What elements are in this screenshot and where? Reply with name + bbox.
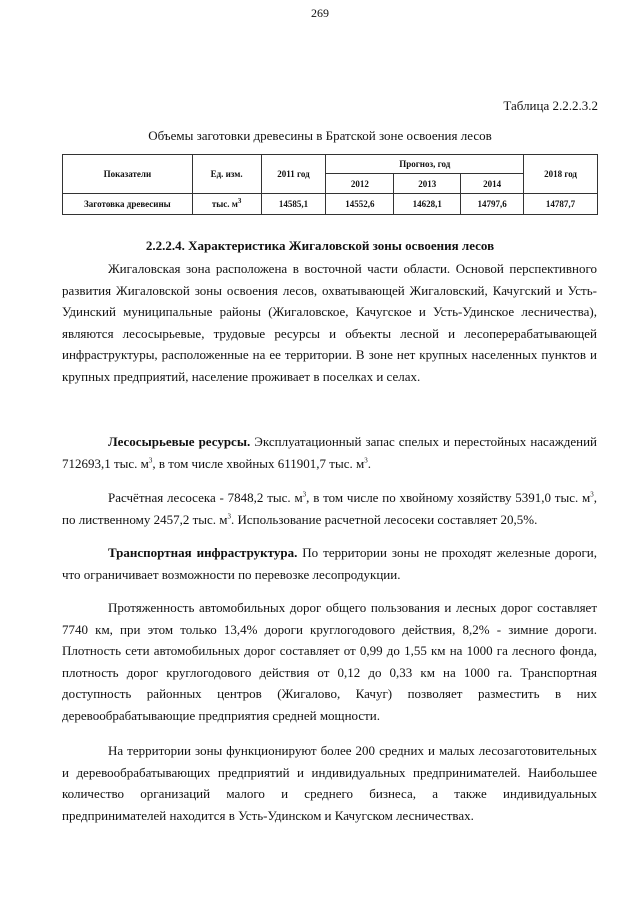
cutting-sup-1: 3 [302, 490, 307, 499]
header-2012: 2012 [326, 174, 394, 194]
cell-2011: 14585,1 [261, 194, 326, 215]
table-row [63, 194, 598, 215]
cutting-text-a: Расчётная лесосека - 7848,2 тыс. м [108, 490, 303, 505]
paragraph-roads: Протяженность автомобильных дорог общего пользования и лесных дорог составляет 7740 км, при этом только 13,4% дороги круглогодового действия, 8,2% - зимние дороги. Плотность сети автомобильных дорог составляет от 0,99 до 1,55 км на 1000 га лесного фонда, плотность дорог круглогодового действия от 0,12 до 0,33 км на 1000 га. Транспортная доступность районных центров (Жигалово, Качуг) позволяет разместить в них деревообрабатывающие предприятия средней мощности. [62, 600, 597, 723]
paragraph-cutting [62, 487, 597, 530]
table-label: Таблица 2.2.2.3.2 [503, 98, 598, 113]
harvest-table [62, 154, 598, 215]
header-2014: 2014 [461, 174, 524, 194]
resources-text-b: , в том числе хвойных 611901,7 тыс. м [152, 455, 365, 471]
paragraph-intro: Жигаловская зона расположена в восточной части области. Основой перспективного развития Жигаловской зоны освоения лесов, охватывающей Жигаловский, Качугский и Усть-Удинский муниципальные районы (Жигаловское, Качугское и Усть-Удинское лесничества), являются лесосырьевые, трудовые ресурсы и объекты лесной и лесоперерабатывающей инфраструктуры, расположенные на ее территории. В зоне нет крупных населенных пунктов и крупных предприятий, население проживает в поселках и селах. [62, 261, 597, 384]
header-2013: 2013 [394, 174, 461, 194]
cell-2012: 14552,6 [326, 194, 394, 215]
cell-unit [192, 194, 261, 215]
cutting-sup-3: 3 [227, 512, 231, 521]
cutting-text-c: , по лиственному 2457,2 тыс. м [62, 490, 597, 527]
cell-unit-sup: 3 [237, 197, 242, 205]
cell-2014: 14797,6 [461, 194, 524, 215]
resources-text-a: Эксплуатационный запас спелых и перестойных насаждений 712693,1 тыс. м [62, 434, 597, 471]
paragraph-business: На территории зоны функционируют более 200 средних и малых лесозаготовительных и деревообрабатывающих предприятий и индивидуальных предпринимателей. Наибольшее количество организаций малого и среднего бизнеса, а также индивидуальных предпринимателей находится в Усть-Удинском и Качугском лесничествах. [62, 743, 597, 823]
cell-indicator: Заготовка древесины [63, 194, 193, 215]
cutting-text-d: . Использование расчетной лесосеки составляет 20,5%. [231, 511, 538, 527]
cell-unit-text: тыс. м [211, 199, 238, 209]
header-2018: 2018 год [524, 155, 598, 194]
transport-heading: Транспортная инфраструктура. [108, 545, 298, 560]
cutting-sup-2: 3 [590, 490, 594, 499]
resources-sup-1: 3 [148, 456, 153, 465]
paragraph-resources [62, 431, 597, 474]
cutting-text-b: , в том числе по хвойному хозяйству 5391,0 тыс. м [306, 490, 591, 505]
resources-text-c: . [367, 455, 371, 471]
paragraph-transport [62, 542, 597, 585]
header-2011: 2011 год [261, 155, 326, 194]
page-number: 269 [311, 6, 329, 20]
header-forecast: Прогноз, год [326, 155, 524, 174]
cell-2018: 14787,7 [524, 194, 598, 215]
section-heading: 2.2.2.4. Характеристика Жигаловской зоны освоения лесов [145, 238, 495, 253]
header-unit: Ед. изм. [192, 155, 261, 194]
cell-2013: 14628,1 [394, 194, 461, 215]
resources-heading: Лесосырьевые ресурсы. [108, 434, 251, 449]
transport-text: По территории зоны не проходят железные дороги, что ограничивает возможности по перевозке лесопродукции. [62, 545, 597, 582]
resources-sup-2: 3 [364, 456, 368, 465]
table-header-row [63, 155, 598, 174]
header-indicator: Показатели [63, 155, 193, 194]
table-title: Объемы заготовки древесины в Братской зоне освоения лесов [148, 128, 492, 143]
